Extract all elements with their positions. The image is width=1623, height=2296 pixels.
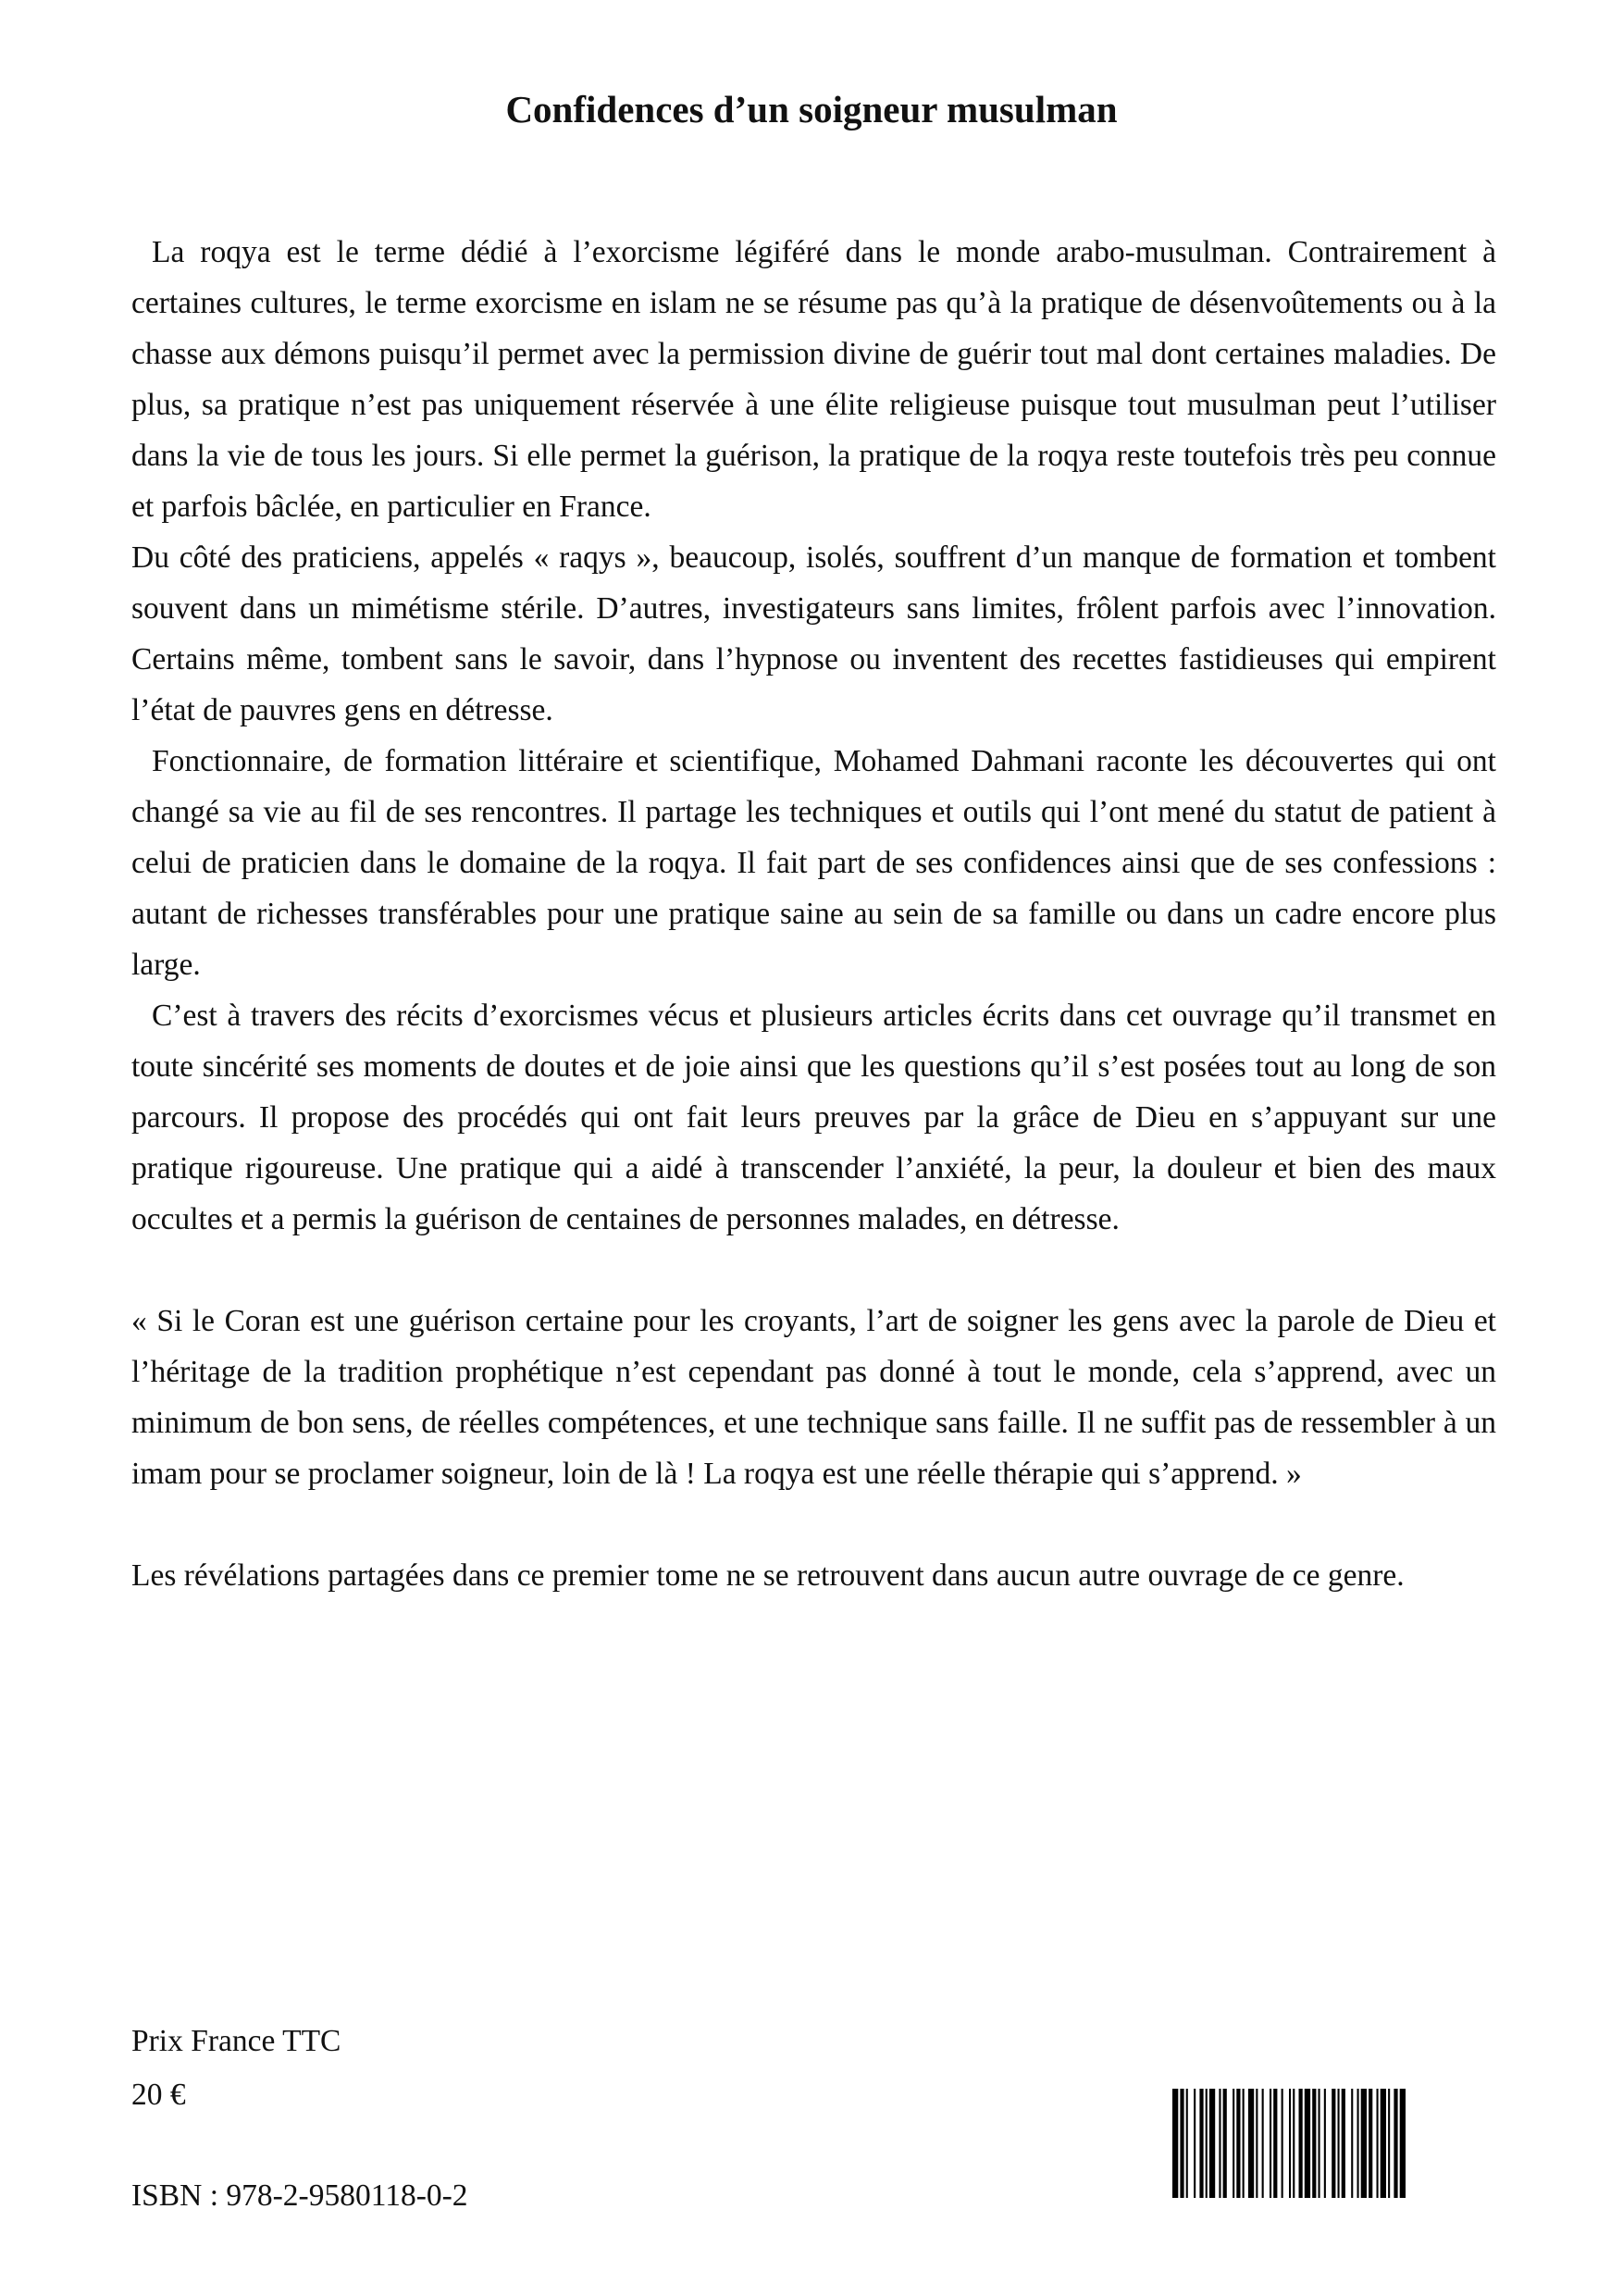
barcode-icon — [1172, 2089, 1455, 2198]
isbn-number: ISBN : 978-2-9580118-0-2 — [131, 2178, 468, 2213]
price-value: 20 € — [131, 2078, 186, 2112]
synopsis-paragraph-2: Du côté des praticiens, appelés « raqys », beaucoup, isolés, souffrent d’un manque de formation et tombent souvent dans un mimétisme stérile. D’autres, investigateurs sans limites, frôlent parfois avec l’innovation. Certains même, tombent sans le savoir, dans l’hypnose ou inventent des recettes fastidieuses qui empirent l’état de pauvres gens en détresse. — [131, 540, 1496, 727]
synopsis-paragraph-4: C’est à travers des récits d’exorcismes vécus et plusieurs articles écrits dans cet ouvrage qu’il transmet en toute sincérité ses moments de doutes et de joie ainsi que les questions qu’il s’est posées tout au long de son parcours. Il propose des procédés qui ont fait leurs preuves par la grâce de Dieu en s’appuyant sur une pratique rigoureuse. Une pratique qui a aidé à transcender l’anxiété, la peur, la douleur et bien des maux occultes et a permis la guérison de centaines de personnes malades, en détresse. — [131, 999, 1496, 1236]
quote-paragraph: « Si le Coran est une guérison certaine pour les croyants, l’art de soigner les gens avec la parole de Dieu et l’héritage de la tradition prophétique n’est cependant pas donné à tout le monde, cela s’apprend, avec un minimum de bon sens, de réelles compétences, et une technique sans faille. Il ne suffit pas de ressembler à un imam pour se proclamer soigneur, loin de là ! La roqya est une réelle thérapie qui s’apprend. » — [131, 1304, 1496, 1491]
synopsis-paragraph-3: Fonctionnaire, de formation littéraire et scientifique, Mohamed Dahmani raconte les découvertes qui ont changé sa vie au fil de ses rencontres. Il partage les techniques et outils qui l’ont mené du statut de patient à celui de praticien dans le domaine de la roqya. Il fait part de ses confidences ainsi que de ses confessions : autant de richesses transférables pour une pratique saine au sein de sa famille ou dans un cadre encore plus large. — [131, 744, 1496, 982]
book-title: Confidences d’un soigneur musulman — [505, 88, 1118, 130]
closing-paragraph: Les révélations partagées dans ce premier tome ne se retrouvent dans aucun autre ouvrage de ce genre. — [131, 1558, 1405, 1593]
price-label: Prix France TTC — [131, 2024, 341, 2058]
synopsis-paragraph-1: La roqya est le terme dédié à l’exorcisme légiféré dans le monde arabo-musulman. Contrairement à certaines cultures, le terme exorcisme en islam ne se résume pas qu’à la pratique de désenvoûtements ou à la chasse aux démons puisqu’il permet avec la permission divine de guérir tout mal dont certaines maladies. De plus, sa pratique n’est pas uniquement réservée à une élite religieuse puisque tout musulman peut l’utiliser dans la vie de tous les jours. Si elle permet la guérison, la pratique de la roqya reste toutefois très peu connue et parfois bâclée, en particulier en France. — [131, 235, 1496, 524]
synopsis — [131, 227, 1496, 1601]
